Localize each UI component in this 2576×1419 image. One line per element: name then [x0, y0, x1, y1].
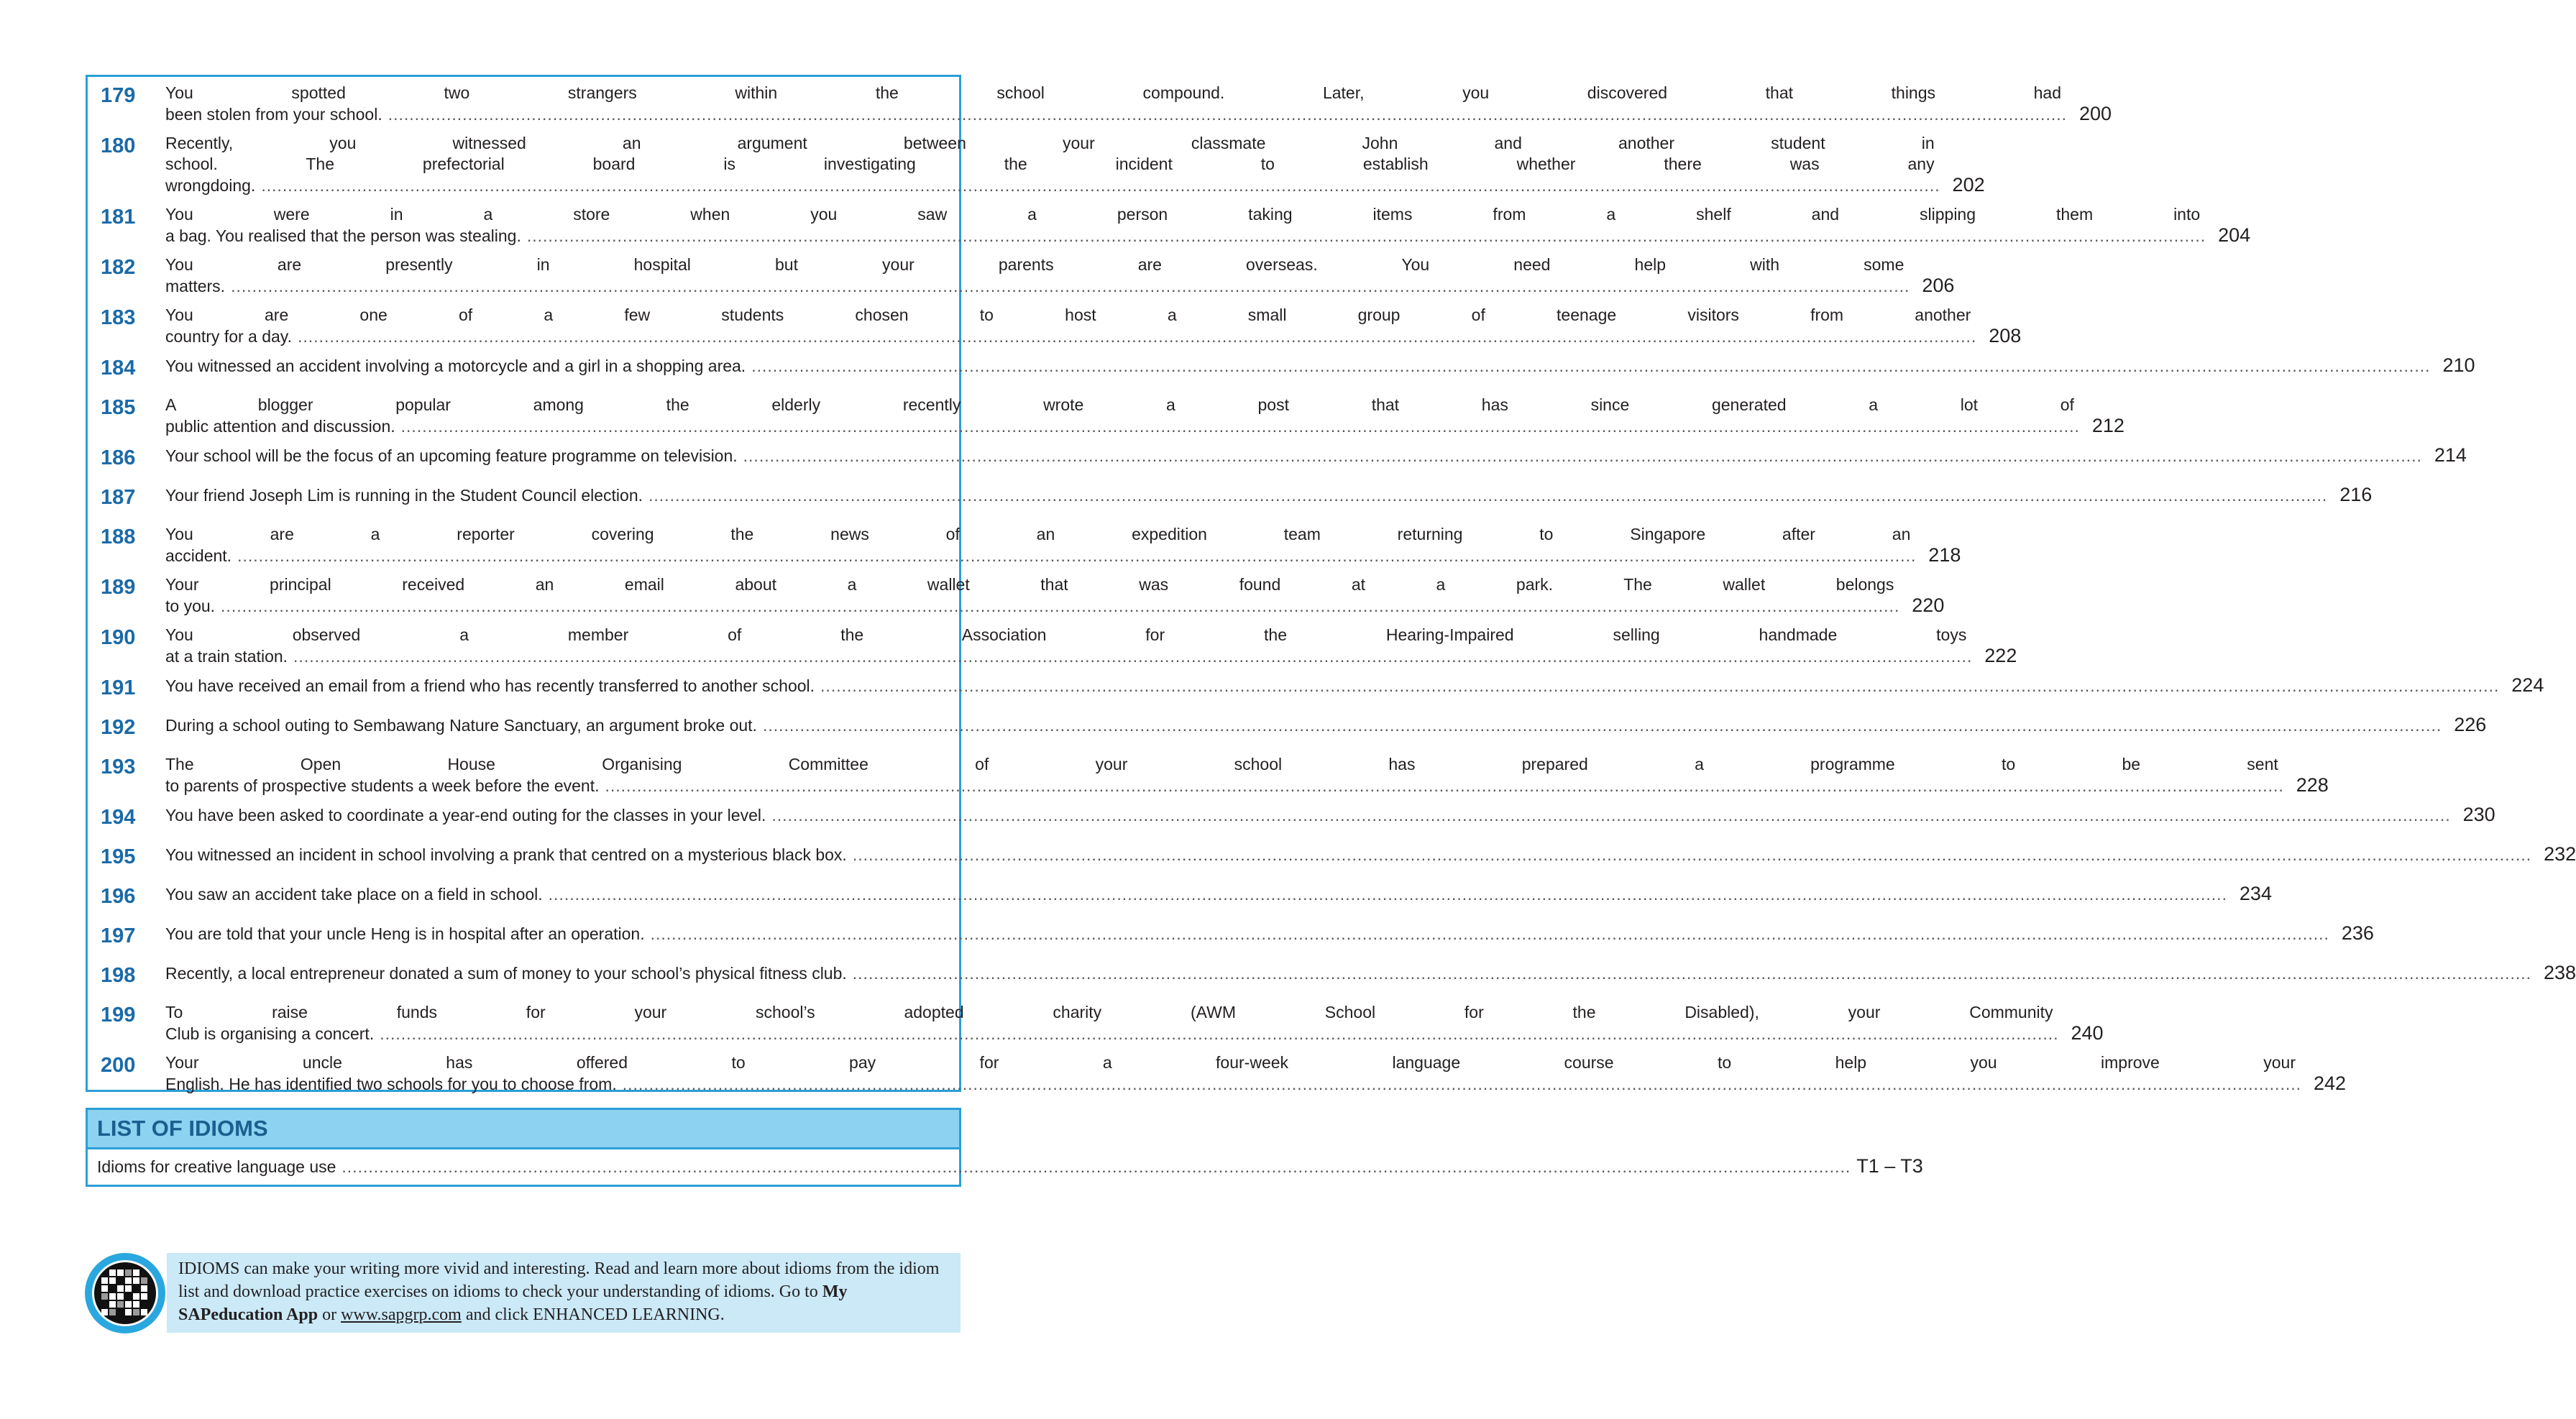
- toc-entry[interactable]: [101, 922, 2374, 948]
- entry-number: 193: [101, 756, 136, 779]
- entry-text: [165, 254, 1954, 297]
- leader-dots: [651, 924, 2329, 945]
- leader-dots: [751, 356, 2430, 377]
- entry-line: A blogger popular among the elderly recently wrote a post that has since generated a lot of: [165, 395, 2074, 414]
- entry-page-number: 204: [2218, 224, 2251, 246]
- entry-page-number: 208: [1989, 325, 2022, 346]
- entry-number: 189: [101, 576, 136, 599]
- entry-page-number: 222: [1984, 645, 2017, 666]
- crossword-cell: [133, 1293, 139, 1300]
- crossword-cell: [109, 1309, 116, 1315]
- leader-dots: [648, 485, 2327, 506]
- note-part2: and click ENHANCED LEARNING.: [461, 1305, 725, 1324]
- toc-entry[interactable]: [101, 354, 2475, 380]
- crossword-cell: [109, 1277, 116, 1284]
- entry-text: [165, 524, 1961, 566]
- note-part1: IDIOMS can make your writing more vivid and interesting. Read and learn more about idioms from the idiom list and download practice exercises on idioms to check your understanding of idioms. Go to: [178, 1259, 940, 1301]
- crossword-cell: [133, 1309, 139, 1315]
- crossword-cell: [101, 1309, 108, 1315]
- toc-entry[interactable]: [101, 754, 2329, 796]
- entry-text: [165, 305, 2021, 347]
- toc-entry[interactable]: [101, 524, 1961, 566]
- leader-dots: [237, 546, 1916, 566]
- toc-entry[interactable]: [101, 1052, 2347, 1095]
- entry-page-number: 216: [2339, 484, 2373, 505]
- entry-number: 188: [101, 525, 136, 548]
- leader-dots: [298, 326, 1976, 347]
- entry-page-number: 206: [1922, 275, 1955, 296]
- leader-dots: [853, 963, 2531, 984]
- entry-text: [165, 675, 2544, 697]
- leader-dots: [623, 1074, 2301, 1095]
- toc-entry[interactable]: [101, 883, 2272, 909]
- toc-entry[interactable]: [101, 204, 2251, 247]
- entry-line: Your uncle has offered to pay for a four-week language course to help you improve your: [165, 1053, 2296, 1072]
- toc-entry[interactable]: [101, 843, 2576, 869]
- entry-number: 199: [101, 1004, 136, 1027]
- crossword-cell: [117, 1285, 124, 1292]
- note-text: [178, 1257, 955, 1326]
- entry-text: [165, 754, 2329, 796]
- leader-dots: [261, 175, 1940, 196]
- leader-dots: [293, 646, 1972, 667]
- crossword-badge-icon: [85, 1253, 165, 1333]
- crossword-cell: [101, 1293, 108, 1300]
- leader-dots: [605, 776, 2283, 796]
- entry-line: You have been asked to coordinate a year-end outing for the classes in your level.: [165, 806, 766, 825]
- crossword-cell: [125, 1269, 132, 1276]
- crossword-cell: [125, 1277, 132, 1284]
- idioms-heading: LIST OF IDIOMS: [88, 1110, 959, 1149]
- entry-text: [165, 574, 1944, 617]
- toc-entry[interactable]: [101, 625, 2017, 667]
- entry-text: [165, 395, 2124, 437]
- entry-text: [165, 1002, 2104, 1044]
- toc-entry[interactable]: [101, 484, 2373, 510]
- entry-page-number: 242: [2313, 1073, 2347, 1094]
- entry-number: 194: [101, 806, 136, 829]
- entry-page-number: 238: [2544, 962, 2576, 983]
- entry-page-number: 202: [1952, 174, 1985, 196]
- entry-page-number: 234: [2239, 883, 2272, 904]
- entry-line: You observed a member of the Association for the Hearing-Impaired selling handmade toys: [165, 625, 1967, 644]
- crossword-cell: [125, 1309, 132, 1315]
- entry-number: 182: [101, 256, 136, 279]
- leader-dots: [820, 676, 2499, 697]
- entry-number: 185: [101, 396, 136, 419]
- entry-line: The Open House Organising Committee of your school has prepared a programme to be sent: [165, 755, 2278, 773]
- entry-text: [165, 844, 2576, 865]
- entry-page-number: 200: [2078, 103, 2112, 124]
- entry-text: [165, 625, 2017, 667]
- entry-page-number: 220: [1912, 594, 1945, 616]
- entry-number: 183: [101, 306, 136, 329]
- app-name[interactable]: My SAPeducation App: [178, 1282, 848, 1324]
- entry-page-number: 226: [2454, 714, 2487, 735]
- crossword-cell: [101, 1277, 108, 1284]
- toc-entry[interactable]: [101, 962, 2576, 988]
- entry-number: 187: [101, 486, 136, 509]
- toc-list: [101, 83, 2576, 1103]
- toc-entry[interactable]: [101, 305, 2022, 347]
- toc-entry[interactable]: [101, 714, 2487, 740]
- entry-line: to you.: [165, 597, 216, 615]
- entry-text: [165, 445, 2467, 467]
- leader-dots: [763, 715, 2442, 736]
- toc-entry[interactable]: [101, 444, 2467, 470]
- entry-page-number: 228: [2296, 774, 2329, 796]
- entry-text: [165, 1052, 2346, 1095]
- entry-line: You saw an accident take place on a field in school.: [165, 885, 543, 904]
- entry-line: To raise funds for your school’s adopted charity (AWM School for the Disabled), your Community: [165, 1003, 2053, 1021]
- note-or: or: [318, 1305, 342, 1324]
- entry-page-number: 236: [2341, 922, 2374, 944]
- entry-line: to parents of prospective students a week before the event.: [165, 776, 600, 795]
- leader-dots: [549, 884, 2227, 905]
- leader-dots: [527, 226, 2206, 247]
- entry-text: [165, 923, 2374, 945]
- crossword-cell: [109, 1269, 116, 1276]
- leader-dots: [380, 1024, 2058, 1044]
- entry-line: You are one of a few students chosen to host a small group of teenage visitors from another: [165, 306, 1971, 324]
- entry-line: wrongdoing.: [165, 176, 256, 195]
- entry-line: school. The prefectorial board is investigating the incident to establish whether there was any: [165, 155, 1935, 173]
- entry-number: 192: [101, 716, 136, 739]
- entry-number: 184: [101, 357, 136, 380]
- toc-entry[interactable]: [101, 674, 2544, 700]
- entry-number: 191: [101, 676, 136, 699]
- entry-line: You are presently in hospital but your parents are overseas. You need help with some: [165, 255, 1905, 274]
- entry-number: 186: [101, 446, 136, 469]
- entry-line: Club is organising a concert.: [165, 1024, 375, 1043]
- entry-line: You spotted two strangers within the school compound. Later, you discovered that things had: [165, 83, 2062, 102]
- entry-line: accident.: [165, 546, 232, 565]
- crossword-cell: [141, 1277, 147, 1284]
- idioms-entry-label: Idioms for creative language use: [97, 1157, 336, 1176]
- crossword-cell: [117, 1301, 124, 1308]
- entry-line: Recently, you witnessed an argument between your classmate John and another student in: [165, 134, 1935, 152]
- leader-dots: [771, 805, 2450, 826]
- toc-entry[interactable]: [101, 574, 1945, 617]
- toc-entry[interactable]: [101, 1002, 2104, 1044]
- entry-line: You witnessed an accident involving a motorcycle and a girl in a shopping area.: [165, 357, 746, 375]
- website-link[interactable]: www.sapgrp.com: [341, 1305, 462, 1324]
- crossword-cell: [133, 1269, 139, 1276]
- entry-page-number: 240: [2071, 1022, 2104, 1044]
- crossword-cell: [141, 1293, 147, 1300]
- entry-text: [165, 715, 2486, 736]
- crossword-cell: [125, 1301, 132, 1308]
- entry-text: [165, 485, 2372, 506]
- leader-dots: [401, 416, 2080, 437]
- entry-line: You are a reporter covering the news of an expedition team returning to Singapore after an: [165, 525, 1911, 543]
- entry-page-number: 224: [2511, 674, 2544, 696]
- crossword-cell: [133, 1301, 139, 1308]
- entry-line: You witnessed an incident in school involving a prank that centred on a mysterious black box.: [165, 845, 847, 864]
- crossword-cell: [117, 1293, 124, 1300]
- toc-entry[interactable]: [101, 804, 2495, 830]
- entry-line: English. He has identified two schools for you to choose from.: [165, 1075, 617, 1093]
- leader-dots: [853, 845, 2531, 865]
- crossword-cell: [125, 1285, 132, 1292]
- entry-text: [165, 883, 2272, 905]
- entry-text: [165, 963, 2576, 984]
- leader-dots: [743, 446, 2422, 467]
- entry-text: [165, 133, 1985, 196]
- entry-page-number: 218: [1928, 544, 1961, 566]
- entry-number: 181: [101, 206, 136, 229]
- entry-page-number: 214: [2434, 444, 2467, 466]
- leader-dots: [388, 104, 2067, 125]
- entry-line: at a train station.: [165, 647, 288, 666]
- entry-page-number: 212: [2091, 415, 2124, 436]
- entry-line: During a school outing to Sembawang Nature Sanctuary, an argument broke out.: [165, 716, 757, 735]
- crossword-cell: [141, 1285, 147, 1292]
- idioms-entry[interactable]: [88, 1149, 1923, 1177]
- crossword-cell: [117, 1269, 124, 1276]
- entry-line: Your school will be the focus of an upcoming feature programme on television.: [165, 446, 738, 465]
- entry-number: 180: [101, 134, 136, 157]
- entry-line: country for a day.: [165, 327, 292, 346]
- entry-line: been stolen from your school.: [165, 105, 382, 124]
- entry-number: 179: [101, 84, 136, 107]
- leader-dots: [342, 1157, 1851, 1177]
- idioms-box: [86, 1108, 1923, 1187]
- toc-entry[interactable]: [101, 395, 2124, 437]
- crossword-grid-icon: [94, 1262, 156, 1324]
- contents-box: [86, 75, 2576, 1094]
- entry-line: You have received an email from a friend who has recently transferred to another school.: [165, 676, 815, 695]
- note-band: [167, 1253, 961, 1333]
- entry-number: 190: [101, 626, 136, 649]
- entry-line: You are told that your uncle Heng is in hospital after an operation.: [165, 924, 645, 943]
- entry-text: [165, 83, 2112, 125]
- toc-entry[interactable]: [101, 133, 1985, 196]
- entry-number: 197: [101, 924, 136, 947]
- entry-page-number: 210: [2442, 354, 2475, 376]
- entry-line: Your friend Joseph Lim is running in the Student Council election.: [165, 486, 643, 505]
- entry-line: Your principal received an email about a wallet that was found at a park. The wallet belongs: [165, 575, 1894, 594]
- entry-text: [165, 804, 2495, 826]
- entry-page-number: 230: [2462, 804, 2495, 825]
- entry-line: matters.: [165, 277, 226, 295]
- entry-text: [165, 204, 2250, 247]
- entry-page-number: 232: [2544, 843, 2576, 865]
- entry-line: public attention and discussion.: [165, 417, 395, 436]
- entry-line: Recently, a local entrepreneur donated a sum of money to your school’s physical fitness club.: [165, 964, 847, 983]
- entry-number: 200: [101, 1054, 136, 1077]
- crossword-cell: [109, 1293, 116, 1300]
- leader-dots: [231, 276, 1910, 297]
- crossword-cell: [133, 1277, 139, 1284]
- toc-entry[interactable]: [101, 254, 1955, 297]
- crossword-cell: [141, 1309, 147, 1315]
- entry-line: You were in a store when you saw a person taking items from a shelf and slipping them into: [165, 205, 2201, 224]
- entry-text: [165, 355, 2475, 377]
- toc-entry[interactable]: [101, 83, 2112, 125]
- crossword-cell: [101, 1285, 108, 1292]
- idioms-entry-pages: T1 – T3: [1856, 1155, 1923, 1177]
- entry-number: 196: [101, 885, 136, 908]
- crossword-cell: [109, 1301, 116, 1308]
- entry-number: 198: [101, 964, 136, 987]
- entry-number: 195: [101, 845, 136, 868]
- entry-line: a bag. You realised that the person was stealing.: [165, 226, 521, 245]
- leader-dots: [221, 596, 1899, 617]
